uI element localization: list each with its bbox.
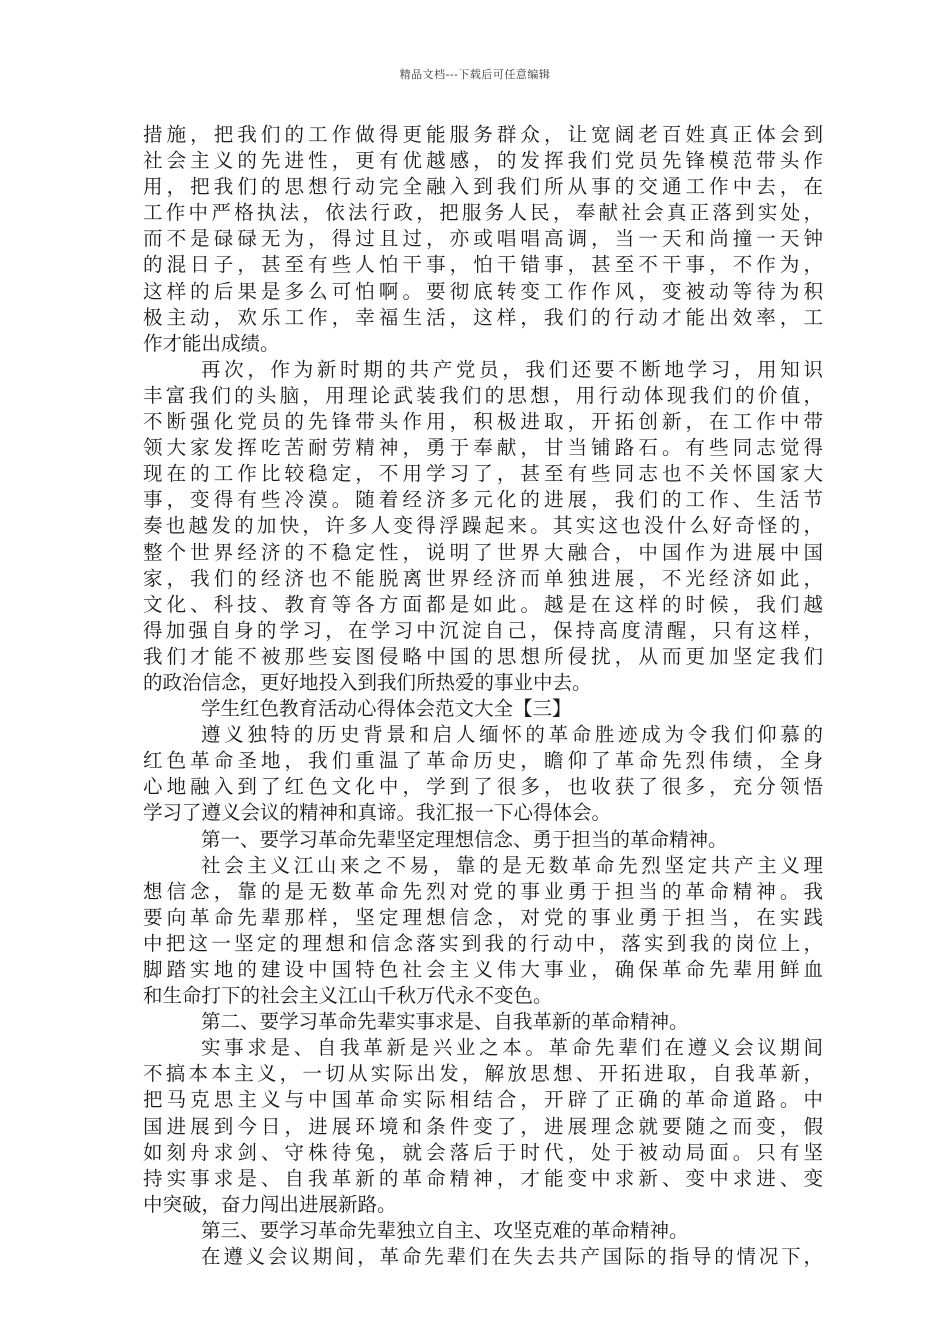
text-line: 第二、要学习革命先辈实事求是、自我革新的革命精神。 [201, 1010, 689, 1034]
text-line: 中把这一坚定的理想和信念落实到我的行动中，落实到我的岗位上， [143, 931, 823, 955]
text-line: 再次，作为新时期的共产党员，我们还要不断地学习，用知识 [201, 357, 823, 381]
text-line: 遵义独特的历史背景和启人缅怀的革命胜迹成为令我们仰慕的 [201, 723, 823, 747]
text-line: 持实事求是、自我革新的革命精神，才能变中求新、变中求进、变 [143, 1166, 823, 1190]
text-line: 社会主义江山来之不易，靠的是无数革命先烈坚定共产主义理 [201, 853, 823, 877]
text-line: 把马克思主义与中国革命实际相结合，开辟了正确的革命道路。中 [143, 1088, 823, 1112]
text-line: 中突破，奋力闯出进展新路。 [143, 1192, 397, 1216]
text-line: 我们才能不被那些妄图侵略中国的思想所侵扰，从而更加坚定我们 [143, 644, 823, 668]
text-line: 不断强化党员的先锋带头作用，积极进取，开拓创新，在工作中带 [143, 410, 823, 434]
text-line: 丰富我们的头脑，用理论武装我们的思想，用行动体现我们的价值， [143, 383, 823, 407]
text-line: 在遵义会议期间，革命先辈们在失去共产国际的指导的情况下， [201, 1245, 823, 1269]
text-line: 红色革命圣地，我们重温了革命历史，瞻仰了革命先烈伟绩，全身 [143, 749, 823, 773]
text-line: 得加强自身的学习，在学习中沉淀自己，保持高度清醒，只有这样， [143, 618, 823, 642]
text-line: 文化、科技、教育等各方面都是如此。越是在这样的时候，我们越 [143, 592, 823, 616]
text-line: 的政治信念，更好地投入到我们所热爱的事业中去。 [143, 670, 592, 694]
document-body [143, 122, 823, 1270]
text-line: 作才能出成绩。 [143, 331, 280, 355]
text-line: 学习了遵义会议的精神和真谛。我汇报一下心得体会。 [143, 801, 612, 825]
text-line: 如刻舟求剑、守株待兔，就会落后于时代，处于被动局面。只有坚 [143, 1140, 823, 1164]
text-line: 现在的工作比较稳定，不用学习了，甚至有些同志也不关怀国家大 [143, 462, 823, 486]
text-line: 学生红色教育活动心得体会范文大全【三】 [201, 697, 572, 721]
text-line: 想信念，靠的是无数革命先烈对党的事业勇于担当的革命精神。我 [143, 879, 823, 903]
text-line: 措施，把我们的工作做得更能服务群众，让宽阔老百姓真正体会到 [143, 123, 823, 146]
text-line: 的混日子，甚至有些人怕干事，怕干错事，甚至不干事，不作为， [143, 253, 823, 277]
text-line: 实事求是、自我革新是兴业之本。革命先辈们在遵义会议期间 [201, 1036, 823, 1060]
text-line: 国进展到今日，进展环境和条件变了，进展理念就要随之而变，假 [143, 1114, 823, 1138]
text-line: 第三、要学习革命先辈独立自主、攻坚克难的革命精神。 [201, 1218, 689, 1242]
text-line: 工作中严格执法，依法行政，把服务人民，奉献社会真正落到实处， [143, 201, 823, 225]
text-line: 而不是碌碌无为，得过且过，亦或唱唱高调，当一天和尚撞一天钟 [143, 227, 823, 251]
text-line: 家，我们的经济也不能脱离世界经济而单独进展，不光经济如此， [143, 566, 823, 590]
text-line: 极主动，欢乐工作，幸福生活，这样，我们的行动才能出效率，工 [143, 305, 823, 329]
text-line: 奏也越发的加快，许多人变得浮躁起来。其实这也没什么好奇怪的， [143, 514, 823, 538]
text-line: 这样的后果是多么可怕啊。要彻底转变工作作风，变被动等待为积 [143, 279, 823, 303]
text-line: 事，变得有些冷漠。随着经济多元化的进展，我们的工作、生活节 [143, 488, 823, 512]
text-line: 社会主义的先进性，更有优越感，的发挥我们党员先锋模范带头作 [143, 149, 823, 173]
text-line: 整个世界经济的不稳定性，说明了世界大融合，中国作为进展中国 [143, 540, 823, 564]
text-line: 用，把我们的思想行动完全融入到我们所从事的交通工作中去，在 [143, 175, 823, 199]
text-line: 和生命打下的社会主义江山千秋万代永不变色。 [143, 984, 553, 1008]
page-header: 精品文档---下载后可任意编辑 [399, 68, 551, 81]
text-line: 要向革命先辈那样，坚定理想信念，对党的事业勇于担当，在实践 [143, 905, 823, 929]
text-line: 领大家发挥吃苦耐劳精神，勇于奉献，甘当铺路石。有些同志觉得 [143, 436, 823, 460]
text-line: 第一、要学习革命先辈坚定理想信念、勇于担当的革命精神。 [201, 827, 728, 851]
text-line: 脚踏实地的建设中国特色社会主义伟大事业，确保革命先辈用鲜血 [143, 958, 823, 981]
text-line: 心地融入到了红色文化中，学到了很多，也收获了很多，充分领悟 [143, 775, 823, 799]
text-line: 不搞本本主义，一切从实际出发，解放思想、开拓进取，自我革新， [143, 1062, 823, 1086]
